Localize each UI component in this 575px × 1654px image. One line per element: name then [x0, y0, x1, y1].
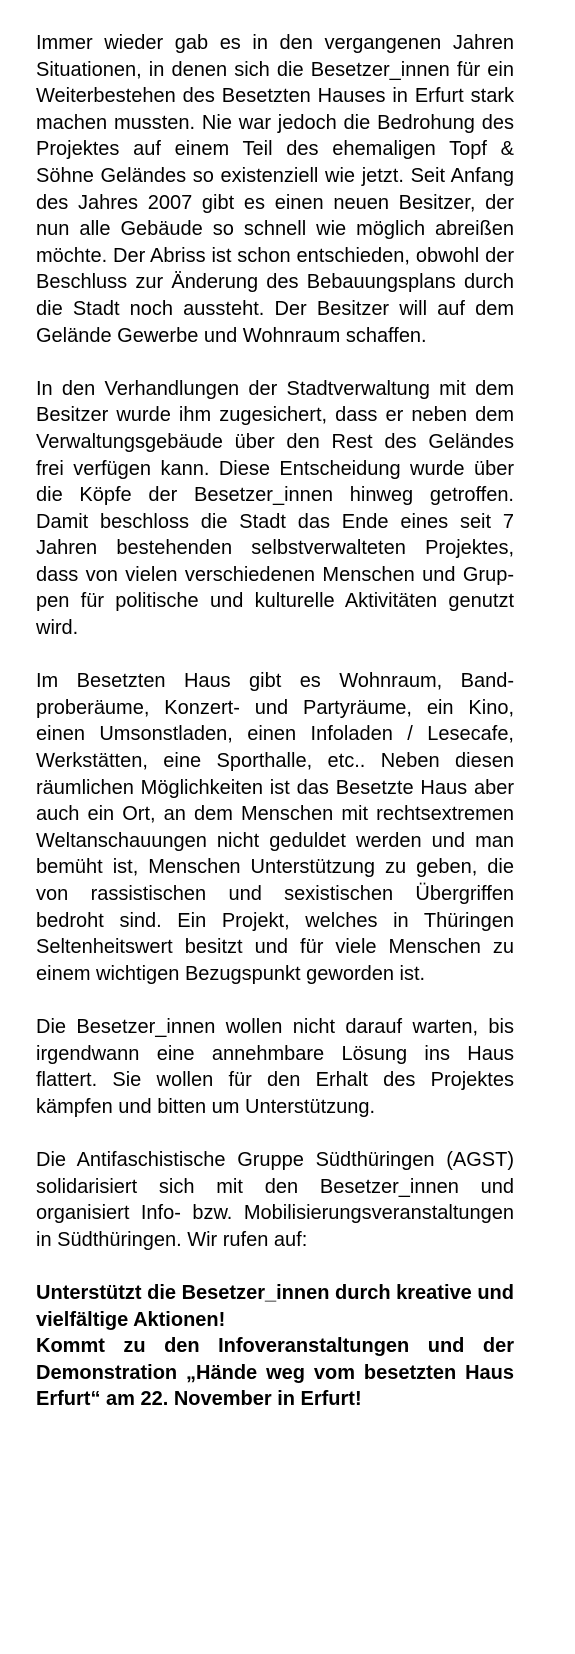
- leaflet-text: [36, 30, 514, 1413]
- call-support-actions: Unterstützt die Besetzer_innen durch kreative und vielfältige Aktionen!: [36, 1281, 514, 1331]
- paragraph-occupants-intent: Die Besetzer_innen wollen nicht darauf warten, bis irgendwann eine annehmbare Lösung ins Haus flattert. Sie wollen für den Erhalt des Projektes kämpfen und bitten um Unterstützung.: [36, 1015, 514, 1118]
- paragraph-negotiations: In den Verhandlungen der Stadtverwaltung mit dem Besitzer wurde ihm zugesichert, dass er neben dem Verwaltungsgebäude über den Rest des Geländes frei verfügen kann. Diese Entscheidung wurde über die Köpfe der Besetzer_innen hinweg getroffen. Damit beschloss die Stadt das Ende eines seit 7 Jahren bestehenden selbstverwalteten Projektes, dass von vielen verschiedenen Menschen und Gruppen für politische und kulturelle Aktivitäten genutzt wird.: [36, 377, 514, 640]
- call-to-action: [36, 1280, 514, 1413]
- paragraph-threat: Immer wieder gab es in den vergangenen Jahren Situationen, in denen sich die Besetzer_innen für ein Weiterbestehen des Besetzten Hauses in Erfurt stark machen mussten. Nie war jedoch die Bedrohung des Projektes auf einem Teil des ehemaligen Topf & Söhne Geländes so existenziell wie jetzt. Seit Anfang des Jahres 2007 gibt es einen neuen Besitzer, der nun alle Gebäude so schnell wie möglich abreißen möchte. Der Abriss ist schon entschieden, obwohl der Beschluss zur Änderung des Bebauungsplans durch die Stadt noch aussteht. Der Besitzer will auf dem Gelände Gewerbe und Wohnraum schaffen.: [36, 32, 514, 347]
- paragraph-house-facilities: Im Besetzten Haus gibt es Wohnraum, Bandproberäume, Konzert- und Partyräume, ein Kino, einen Umsonstladen, einen Infoladen / Lesecafe, Werkstätten, eine Sporthalle, etc.. Neben diesen räumlichen Möglichkeiten ist das Besetzte Haus aber auch ein Ort, an dem Menschen mit rechtsextremen Weltanschauungen nicht geduldet werden und man bemüht ist, Menschen Unterstützung zu geben, die von rassistischen und sexistischen Übergriffen bedroht sind. Ein Projekt, welches in Thüringen Seltenheitswert besitzt und für viele Menschen zu einem wichtigen Bezugspunkt geworden ist.: [36, 670, 514, 985]
- call-demonstration: Kommt zu den Infoveranstaltungen und der Demonstration „Hände weg vom besetzten Haus Erfurt“ am 22. November in Erfurt!: [36, 1335, 514, 1411]
- paragraph-agst-solidarity: Die Antifaschistische Gruppe Südthüringen (AGST) solidarisiert sich mit den Besetzer_innen und organisiert Info- bzw. Mobilisierungsveranstaltungen in Südthüringen. Wir rufen auf:: [36, 1148, 514, 1251]
